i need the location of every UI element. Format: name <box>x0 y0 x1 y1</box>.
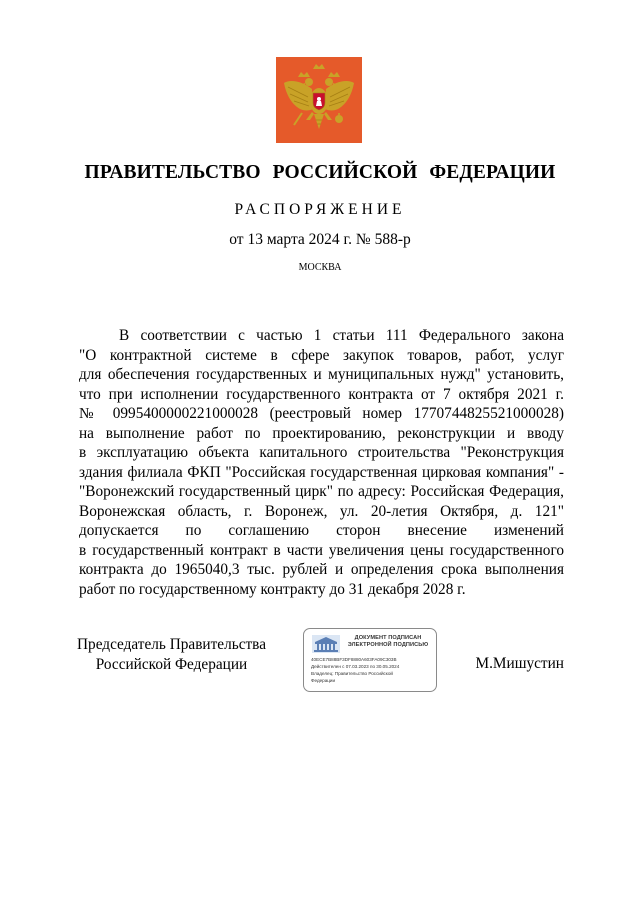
stamp-title-line: ЭЛЕКТРОННОЙ ПОДПИСЬЮ <box>347 642 429 648</box>
order-body-text <box>79 326 564 599</box>
stamp-details <box>311 656 399 684</box>
stamp-title <box>340 635 436 649</box>
signatory-position-line: Российской Федерации <box>95 655 248 673</box>
body-line: "О контрактной системе в сфере закупок товаров, работ, услуг <box>79 346 564 364</box>
stamp-certificate: 40ECE7B88BF3DF8880A603FA09C303B <box>311 657 397 662</box>
body-line: на выполнение работ по проектированию, реконструкции и вводу <box>79 424 564 442</box>
stamp-owner: Владелец: Правительство Российской <box>311 671 393 676</box>
body-line: Воронежская область, г. Воронеж, ул. 20-летия Октября, д. 121" <box>79 502 564 520</box>
signatory-position-line: Председатель Правительства <box>77 636 266 653</box>
signatory-name: М.Мишустин <box>475 655 564 672</box>
document-type: РАСПОРЯЖЕНИЕ <box>234 201 406 218</box>
stamp-validity: Действителен с 07.03.2023 по 30.05.2024 <box>311 664 400 669</box>
signatory-position <box>74 635 269 674</box>
government-title: ПРАВИТЕЛЬСТВО РОССИЙСКОЙ ФЕДЕРАЦИИ <box>84 162 556 183</box>
stamp-owner: Федерации <box>311 678 336 683</box>
document-date-number: от 13 марта 2024 г. № 588-р <box>229 231 411 248</box>
body-line: "Воронежский государственный цирк" по адресу: Российская Федерация, <box>79 483 564 500</box>
body-line: в эксплуатацию объекта капитального строительства "Реконструкция <box>79 444 564 461</box>
body-line: допускается по соглашению сторон внесение изменений <box>79 522 564 539</box>
body-line: В соответствии с частью 1 статьи 111 Федерального закона <box>119 327 564 344</box>
body-line: работ по государственному контракту до 31 декабря 2028 г. <box>79 580 466 598</box>
body-line: что при исполнении государственного контракта от 7 октября 2021 г. <box>79 385 564 403</box>
coat-of-arms-emblem <box>276 57 362 143</box>
body-line: для обеспечения государственных и муниципальных нужд" установить, <box>79 366 564 383</box>
body-line: контракта до 1965040,3 тыс. рублей и определения срока выполнения <box>79 561 564 578</box>
government-building-icon <box>311 634 341 654</box>
body-line: здания филиала ФКП "Российская государственная цирковая компания" - <box>79 463 564 481</box>
body-line: № 0995400000221000028 (реестровый номер 1770744825521000028) <box>79 405 564 422</box>
body-line: в государственный контракт в части увеличения цены государственного <box>79 541 564 559</box>
electronic-signature-stamp <box>303 628 437 692</box>
document-city: МОСКВА <box>298 262 342 273</box>
stamp-title-line: ДОКУМЕНТ ПОДПИСАН <box>354 635 422 641</box>
